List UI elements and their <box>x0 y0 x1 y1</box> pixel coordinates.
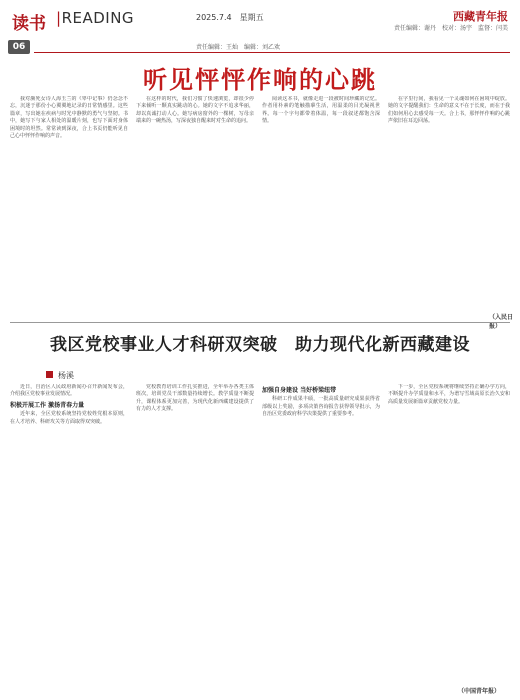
section-divider-bar: | <box>56 9 62 27</box>
byline-marker-icon <box>46 371 53 378</box>
section-divider <box>10 322 510 323</box>
article2-column-3 <box>262 384 380 684</box>
article1-column-4 <box>388 96 510 310</box>
page-header <box>0 0 520 58</box>
article2-subheading: 积极开展工作 激扬青春力量 <box>10 401 85 409</box>
byline-author: 杨溪 <box>58 371 74 380</box>
credits-right: 责任编辑：谢丹 校对：汤宇 监督：闫美 <box>393 25 508 32</box>
article2-column-2 <box>136 384 254 684</box>
article2-paragraph: 近日，自治区人民政府新闻办召开新闻发布会，介绍我区党校事业发展情况。 <box>10 384 128 398</box>
article1-column-3 <box>262 96 380 306</box>
page-number: 06 <box>8 40 30 54</box>
header-rule <box>34 52 510 53</box>
weekday-text: 星期五 <box>239 13 264 22</box>
section-title-zh: 读书 <box>12 14 46 34</box>
article2-column-4 <box>388 384 510 674</box>
newspaper-name: 西藏青年报 <box>453 10 508 23</box>
article1-source: （入民日报） <box>489 314 514 330</box>
article1-paragraph: 阅读这本书，就像走进一段被时间珍藏的记忆。作者用朴素的笔触描摹生活，用温柔的目光凝视世界。每一个字句都带着体温，每一段叙述都饱含深情。 <box>262 96 380 125</box>
article1-column-1 <box>10 96 128 306</box>
article-headline-1: 听见怦怦作响的心跳 <box>143 66 377 94</box>
editor-credits: 责任编辑：王灿 编辑：刘乙欢 <box>196 44 281 51</box>
section-title-en-text: READING <box>61 9 135 27</box>
date-text: 2025.7.4 <box>196 13 232 22</box>
article1-column-2 <box>136 96 254 306</box>
article-headline-2: 我区党校事业人才科研双突破 助力现代化新西藏建设 <box>50 335 470 355</box>
article1-paragraph: 在字里行间，我看见一个灵魂如何在困境中绽放。她的文字提醒我们：生命的意义不在于长度，而在于我们如何用心去感受每一天。合上书，那怦怦作响的心跳声依旧在耳边回荡。 <box>388 96 510 125</box>
article2-paragraph: 党校教育培训工作扎实推进，全年举办各类主体班次，培训党员干部数量持续增长。教学质量不断提升，课程体系更加完善，为现代化新西藏建设提供了有力的人才支撑。 <box>136 384 254 413</box>
article2-source: （中国青年报） <box>458 688 501 695</box>
article1-paragraph: 在这样的时代，我们习惯了快速浏览，却很少停下来倾听一颗真实跳动的心。她的文字不追求华丽，却以真诚打动人心。她写病房窗外的一棵树，写母亲端来的一碗热汤，写深夜独自醒来时对生命的追问。 <box>136 96 254 125</box>
section-title-en <box>56 9 134 27</box>
article2-paragraph: 近年来，全区党校系统坚持党校姓党根本原则，在人才培养、科研攻关等方面取得双突破。 <box>10 411 128 425</box>
article2-paragraph: 下一步，全区党校系统将继续坚持正确办学方向，不断提升办学质量和水平，为谱写雪域高原长治久安和高质量发展新篇章贡献党校力量。 <box>388 384 510 405</box>
article2-paragraph: 科研工作成果丰硕，一批高质量研究成果获得省部级以上奖励，多项决策咨询报告获得领导批示，为自治区党委政府科学决策提供了重要参考。 <box>262 396 380 418</box>
article2-column-1 <box>10 384 128 684</box>
issue-date <box>196 12 264 23</box>
article2-subheading: 加强自身建设 当好桥梁纽带 <box>262 387 337 394</box>
article1-paragraph: 我对濒死女诗人海玉兰的《辜中记事》仍念念不忘，沉迷于那份小心翼翼地记录的日常情感里。这些篇章，写出她在疾病与时光中静默的勇气与坚韧。书中，她写下与家人相处的温暖片刻，也写下面对身体困境时的坦然。常常读到深夜，合上书页仍能听见自己心中怦怦作响的声音。 <box>10 96 128 140</box>
